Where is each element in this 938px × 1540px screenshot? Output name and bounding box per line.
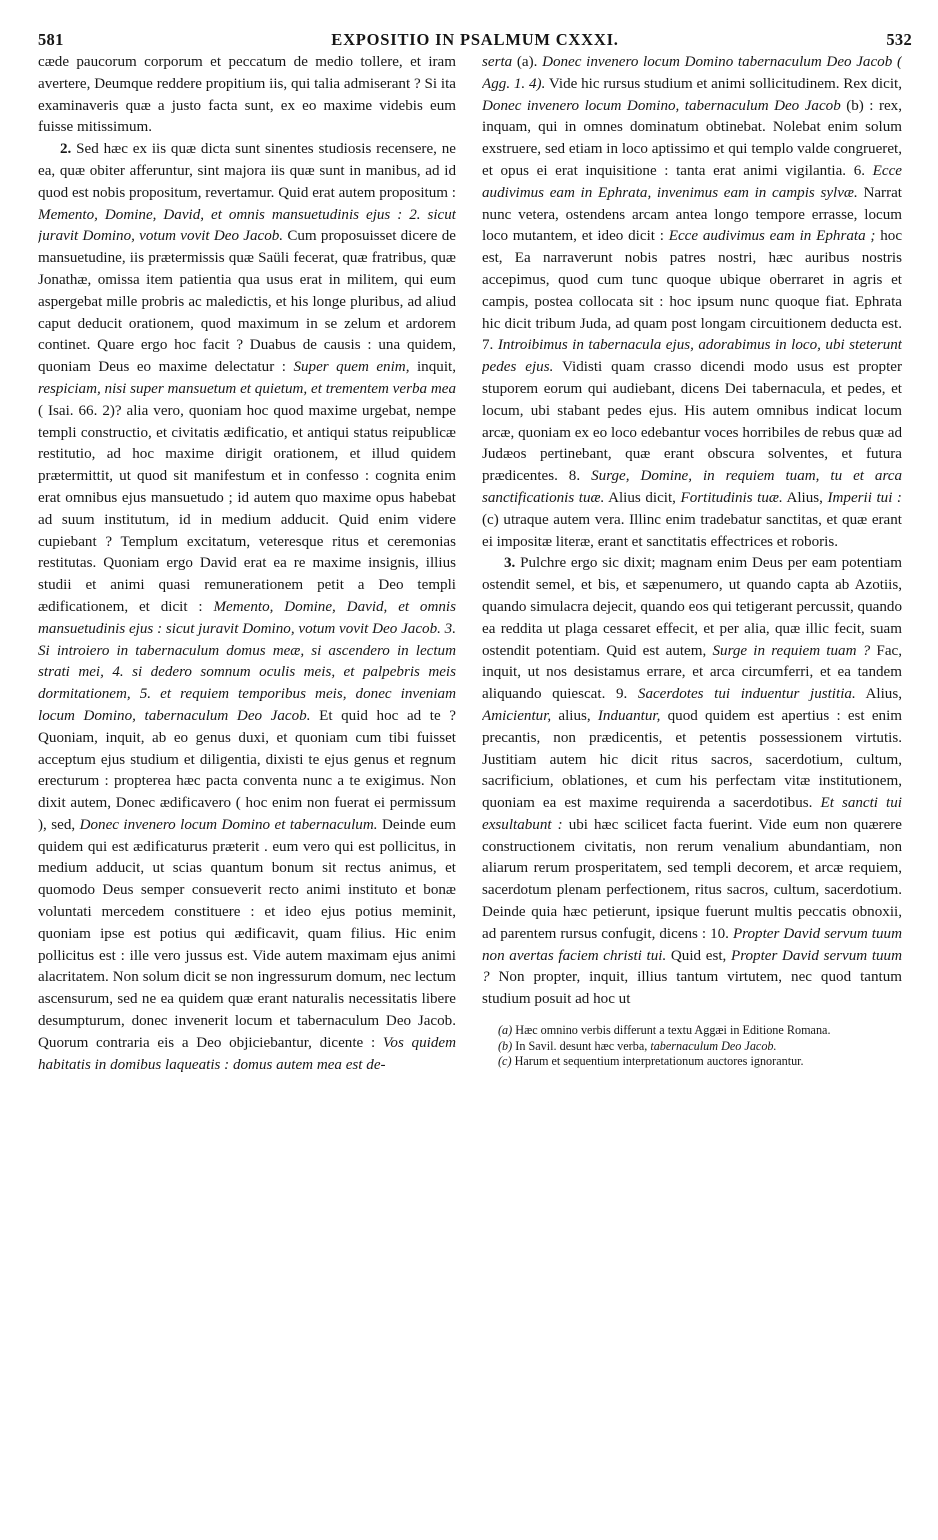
section-number: 2. (60, 141, 72, 158)
footnote-mark: (b) (498, 1038, 513, 1053)
scripture-quote: Propter David servum tuum non avertas faciem christi tui. (482, 925, 902, 964)
scripture-quote: serta (482, 54, 513, 70)
text-run: Et quid hoc ad te ? Quoniam, inquit, ab eo genus duxi, et quoniam cum tibi fuisset acceptum ejus studium et diligentia, dixisti te ejus genus et regnum erecturum : propterea hæc pacta conventa nunc a te exigimus. Non dixit autem, Donec ædificavero ( hoc enim non fuerat ei permissum ), sed, (38, 707, 456, 833)
scripture-quote: Donec invenero locum Domino et tabernaculum. (79, 816, 378, 833)
scripture-quote: Amicientur, (482, 707, 552, 724)
page-number-left: 581 (38, 30, 64, 49)
running-header (38, 30, 912, 54)
text-run: Quid est, (670, 947, 727, 964)
footnote-quote: tabernaculum Deo Jacob. (650, 1038, 777, 1053)
scripture-quote: Donec invenero locum Domino tabernaculum Deo Jacob (542, 54, 893, 70)
text-run: utraque autem vera. Illinc enim tradebatur sanctitas, et quæ erant ei impositæ literæ, erant et sanctitatis effectrices et roboris. (482, 511, 902, 550)
right-column (482, 52, 902, 1492)
scripture-quote: Et sancti tui exsultabunt : (482, 795, 902, 833)
scripture-quote: Induantur, (597, 707, 661, 724)
scripture-quote: respiciam, nisi super mansuetum et quietum, et trementem verba mea (38, 380, 456, 397)
running-title: EXPOSITIO IN PSALMUM CXXXI. (331, 30, 619, 49)
scripture-quote: Ecce audivimus eam in Ephrata ; (668, 228, 876, 245)
footnote-text: Hæc omnino verbis differunt a textu Aggæi in Editione Romana. (515, 1023, 831, 1038)
scripture-quote: Sacerdotes tui induentur justitia. (637, 686, 856, 703)
scripture-quote: Surge in requiem tuam ? (712, 642, 871, 659)
footnote-ref-c: (c) (482, 511, 499, 528)
text-run: : rex, inquam, qui in omnes dominatum obtinebat. Nolebat enim solum exstruere, sed etiam in loco aptissimo et qui templo valde congrueret, et opus ei erat inquisitione : tanta erat animi vigilantia. 6. (482, 97, 902, 179)
scripture-quote: Memento, Domine, David, et omnis mansuetudinis ejus : sicut juravit Domino, votum vovit Deo Jacob. 3. Si introiero in tabernaculum domus meæ, si ascendero in lectum strati mei, 4. si dedero somnum oculis meis, et palpebris meis dormitationem, 5. et requiem temporibus meis, donec inveniam locum Domino, tabernaculum Deo Jacob. (38, 598, 456, 724)
text-run: quod quidem est apertius : est enim precantis, non prædicentis, et petentis possessionem virtutis. Justitiam autem hic dicit ritus sacros, sacerdotium, cultum, sacrificium, oblationes, et cum his perfectam vitæ institutionem, quoniam ea est maxime requirenda a sacerdotibus. (482, 707, 902, 812)
scripture-quote: Imperii tui : (827, 489, 902, 506)
footnote-c (482, 1054, 902, 1069)
paragraph-2 (38, 139, 456, 1076)
text-run: Fac, inquit, ut nos desistamus errare, et arca circumferri, et ea tandem aliquando quiescat. 9. (482, 642, 902, 703)
text-run: Vidisti quam crasso dicendi modo usus est propter stuporem eorum qui audiebant, dicens Dei tabernacula, et pedes, et locum, ubi stabant pedes ejus. His autem omnibus indicat locum arcæ, quoniam ex eo loco edebantur voces horribiles de rebus quæ ad Judæos pertinebant, quæ erant obscura solventes, et futura prædicentes. 8. (482, 359, 902, 485)
scripture-quote: Donec invenero locum Domino, tabernaculum Deo Jacob (482, 97, 841, 114)
footnote-b (482, 1039, 902, 1054)
scripture-quote: Introibimus in tabernacula ejus, adorabimus in loco, ubi steterunt pedes ejus. (482, 337, 902, 376)
footnote-ref-b: (b) (846, 97, 864, 114)
text-run: ubi hæc scilicet facta fuerint. Vide eum non quærere constructionem civitatis, non rerum venalium abundantiam, non aliarum rerum prosperitatem, sed templi decorem, et arcæ requiem, sacerdotum plenam perfectionem, ritus sacros, cultum, sacerdotium. Deinde quia hæc petierunt, ipsique fuerunt multis peccatis obnoxii, ad parentem rursus confugit, dicens : 10. (482, 816, 902, 942)
paragraph-3 (482, 553, 902, 1011)
text-run: Non propter, inquit, illius tantum virtutem, nec quod tantum studium posuit ad hoc ut (482, 969, 902, 1008)
paragraph-continued (482, 52, 902, 553)
scripture-quote: Super quem enim, (293, 359, 410, 376)
text-run: Alius dicit, (608, 489, 676, 506)
scripture-quote: Propter David servum tuum ? (482, 947, 902, 986)
text-run: Vide hic rursus studium et animi sollicitudinem. Rex dicit, (548, 75, 902, 92)
text-run: hoc est, Ea narraverunt nobis patres nostri, hæc auribus nostris accepimus, quod cum tunc quoque ubique oberraret in agris et campis, postea collocata sit : hoc ipsum nunc quoque fiat. Ephrata hic dicit tribum Juda, ad quam post longam circuitionem deducta est. 7. (482, 228, 902, 354)
left-column (38, 52, 456, 1492)
scripture-quote: Memento, Domine, David, et omnis mansuetudinis ejus : 2. sicut juravit Domino, votum vovit Deo Jacob. (38, 206, 456, 245)
footnotes (482, 1023, 902, 1069)
footnote-text: In Savil. desunt hæc verba, (515, 1038, 648, 1053)
footnote-a (482, 1023, 902, 1038)
footnote-ref-a: (a). (516, 54, 538, 70)
scripture-quote: Ecce audivimus eam in Ephrata, invenimus eam in campis sylvæ. (482, 162, 902, 201)
scripture-reference: ( Isai. 66. 2) (38, 402, 115, 419)
page-number-right: 532 (886, 30, 912, 49)
section-number: 3. (504, 555, 516, 572)
text-run: Narrat nunc vetera, ostendens arcam antea longo tempore errasse, locum loco mutantem, et ideo dicit : (482, 184, 902, 245)
footnote-mark: (a) (498, 1023, 513, 1038)
paragraph-1: cæde paucorum corporum et peccatum de medio tollere, et iram avertere, Deumque reddere propitium iis, qui talia admiserant ? Si ita examinaveris quæ a justo facta sunt, ex eo maxime videbis eum fuisse mitissimum. (38, 54, 456, 136)
footnote-mark: (c) (498, 1054, 512, 1069)
text-run: ? alia vero, quoniam hoc quod maxime urgebat, nempe templi constructio, et civitatis ædificatio, et antiqui status reipublicæ restitutio, ad hoc maxime dirigit orationem, et illud quidem prætermittit, ut quod sit manifestum et in confesso : cognita enim erat omnibus ejus mansuetudo ; id autem quo maxime opus habebat ad suum institutum, id in medium adducit. Quid enim videre cupiebant ? Templum excitatum, veteresque ritus et ceremonias restitutas. Quoniam ergo David erat ea re maxime insignis, illius studii et animi quasi remunerationem petit a Deo templi ædificationem, et dicit : (38, 402, 456, 615)
text-run: Deinde eum quidem qui est ædificaturus præterit . eum vero qui est pollicitus, in medium adducit, ut scias quantum bonum sit rectus animus, et quomodo Deus semper consueverit recto animi instituto et bonæ voluntati mercedem constituere : et ideo ejus potius meminit, quoniam ipse est potius qui ædificavit, quam filius. Hic enim pollicitus est : ille vero jussus est. Vide autem maximam ejus animi alacritatem. Non solum dicit se non ingressurum domum, nec lectum ascensurum, sed ne ea quidem quæ erant naturalis necessitatis libere desumpturum, donec invenerit locum et tabernaculum Deo Jacob. Quorum contraria eis a Deo objiciebantur, dicente : (38, 816, 456, 1051)
scripture-quote: Fortitudinis tuæ. (680, 489, 783, 506)
text-run: Pulchre ergo sic dixit; magnam enim Deus per eam potentiam ostendit semel, et bis, et sæpenumero, ut quando capta ab Azotiis, quando simulacra dejecit, quando eos qui tetigerant percussit, quando ea reddita ut plaga cessaret effecit, et per alia, quæ illic fecit, suam ostendit potentiam. Quid est autem, (482, 555, 902, 659)
text-run: Sed hæc ex iis quæ dicta sunt sinentes studiosis recensere, ne ea, quæ obiter afferuntur, sint majora iis quæ sunt in manibus, ad id quod est nobis propositum, revertamur. Quid erat autem propositum : (38, 141, 456, 201)
scripture-reference: ( Agg. 1. 4). (482, 54, 902, 92)
footnote-text: Harum et sequentium interpretationum auctores ignorantur. (514, 1054, 804, 1069)
text-run: Cum proposuisset dicere de mansuetudine, iis prætermissis quæ Saüli fecerat, quæ fratribus, quæ Jonathæ, omissa item patientia qua usus erat in militem, qui eum aspergebat mille probris ac maledictis, et his longe pluribus, ad aliud caput deducit orationem, quod maximum in se zelum et ardorem continet. Quare ergo hoc facit ? Duabus de causis : una quidem, quoniam Deus eo maxime delectatur : (38, 228, 456, 376)
text-run: Alius, (786, 489, 823, 506)
text-run: Alius, (865, 686, 902, 703)
scripture-quote: Vos quidem habitatis in domibus laqueatis : domus autem mea est de- (38, 1034, 456, 1073)
text-run: inquit, (416, 359, 456, 376)
text-run: alius, (558, 707, 591, 724)
scripture-quote: Surge, Domine, in requiem tuam, tu et arca sanctificationis tuæ. (482, 468, 902, 506)
